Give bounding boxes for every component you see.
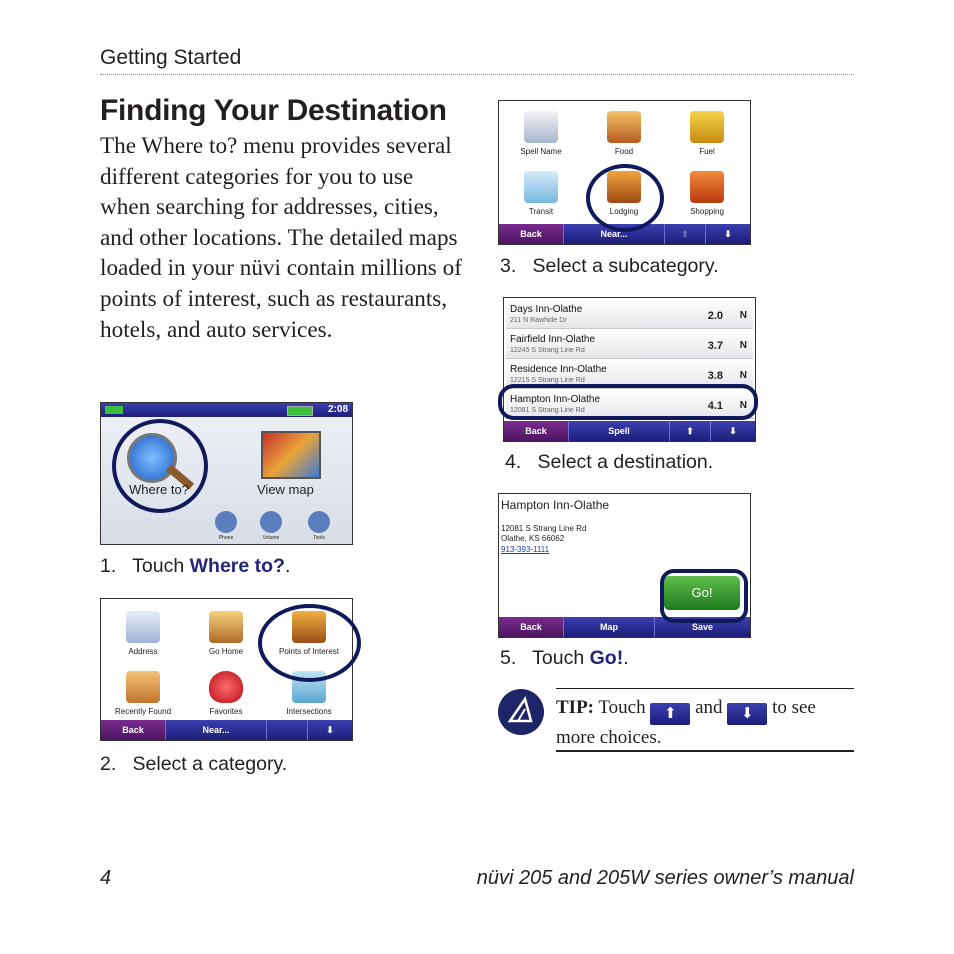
result-direction: N xyxy=(739,340,747,351)
intro-paragraph: The Where to? menu provides several different categories for you to use when searching for addresses, cities, and other locations. The detailed maps loaded in your nüvi contain millions of points of interest, such as restaurants, hotels, and auto services. xyxy=(100,133,462,343)
tile-label: Shopping xyxy=(690,207,724,216)
tile-label: Favorites xyxy=(209,707,243,716)
tile-label: Spell Name xyxy=(520,147,562,156)
result-name: Hampton Inn-Olathe xyxy=(510,394,601,405)
scroll-up-button[interactable] xyxy=(267,720,308,740)
tile-recently-found xyxy=(103,671,183,716)
shopping-bag-icon xyxy=(690,171,724,203)
destination-phone-link[interactable]: 913-393-1111 xyxy=(501,545,550,554)
result-distance: 2.0 xyxy=(707,310,723,322)
step-number: 1. xyxy=(100,555,117,577)
step-number: 2. xyxy=(100,753,117,775)
tip-text: to see more choices. xyxy=(556,697,816,748)
abc-icon xyxy=(524,111,558,143)
result-address: 12245 S Strang Line Rd xyxy=(510,347,585,354)
section-header: Getting Started xyxy=(100,46,242,69)
tip-box xyxy=(556,695,854,750)
tile-label: Go Home xyxy=(208,647,244,656)
destination-city: Olathe, KS 66062 xyxy=(501,534,565,543)
near-button[interactable]: Near... xyxy=(564,224,665,244)
highlight-oval-hampton xyxy=(498,384,758,420)
step-number: 5. xyxy=(500,647,517,669)
step-highlight: Go! xyxy=(589,647,624,669)
step-text: Select a category. xyxy=(132,753,288,775)
home-icon xyxy=(209,611,243,643)
tile-spell-name xyxy=(501,111,581,156)
step-text-end: . xyxy=(284,555,291,577)
phone-icon xyxy=(215,511,237,533)
step-number: 4. xyxy=(505,451,522,473)
highlight-circle-poi xyxy=(258,604,361,682)
view-map-label: View map xyxy=(257,482,314,497)
step-text: Touch xyxy=(132,555,190,577)
result-row[interactable] xyxy=(506,300,753,329)
tile-shopping xyxy=(667,171,747,216)
fuel-icon xyxy=(690,111,724,143)
heart-icon xyxy=(209,671,243,703)
tile-favorites xyxy=(186,671,266,716)
step-text: Touch xyxy=(532,647,590,669)
tip-text: Touch xyxy=(594,697,651,718)
tip-icon xyxy=(498,689,544,735)
map-icon xyxy=(261,431,321,479)
scroll-up-button[interactable]: ⬆ xyxy=(665,224,706,244)
tip-bottom-rule xyxy=(556,750,854,752)
tile-label: Transit xyxy=(528,207,554,216)
spell-button[interactable]: Spell xyxy=(569,421,670,441)
button-bar xyxy=(504,421,755,441)
result-address: 12081 S Strang Line Rd xyxy=(510,407,585,414)
scroll-up-button[interactable]: ⬆ xyxy=(670,421,711,441)
map-button[interactable]: Map xyxy=(564,617,655,637)
destination-address: 12081 S Strang Line Rd xyxy=(501,524,587,533)
tools-icon xyxy=(308,511,330,533)
tile-label: Points of Interest xyxy=(278,647,340,656)
signal-icon xyxy=(105,406,123,414)
scroll-down-button[interactable]: ⬇ xyxy=(729,426,737,436)
where-to-label: Where to? xyxy=(129,482,189,497)
destination-name: Hampton Inn-Olathe xyxy=(501,498,610,512)
volume-label: Volume xyxy=(262,535,280,541)
result-direction: N xyxy=(739,310,747,321)
result-address: 12215 S Strang Line Rd xyxy=(510,377,585,384)
save-button[interactable]: Save xyxy=(691,622,714,632)
tile-label: Fuel xyxy=(699,147,715,156)
result-distance: 3.7 xyxy=(707,340,723,352)
tile-go-home xyxy=(186,611,266,656)
screenshot-results-list xyxy=(503,297,756,442)
tip-text: and xyxy=(690,697,728,718)
step-2 xyxy=(100,753,287,776)
status-bar xyxy=(101,403,352,417)
down-arrow-icon: ⬇ xyxy=(727,703,767,725)
result-name: Fairfield Inn-Olathe xyxy=(510,334,596,345)
result-distance: 4.1 xyxy=(707,400,723,412)
step-highlight: Where to? xyxy=(189,555,285,577)
tile-fuel xyxy=(667,111,747,156)
step-5 xyxy=(500,647,629,670)
scroll-down-button[interactable]: ⬇ xyxy=(326,725,334,735)
go-button[interactable]: Go! xyxy=(664,576,740,610)
address-icon xyxy=(126,611,160,643)
result-distance: 3.8 xyxy=(707,370,723,382)
tools-label: Tools xyxy=(313,535,325,541)
tip-label: TIP: xyxy=(556,697,594,718)
up-arrow-icon: ⬆ xyxy=(650,703,690,725)
step-1 xyxy=(100,555,290,578)
tile-label: Address xyxy=(128,647,158,656)
step-text-end: . xyxy=(623,647,629,669)
step-number: 3. xyxy=(500,255,517,277)
page-title: Finding Your Destination xyxy=(100,94,447,127)
tile-label: Recently Found xyxy=(114,707,172,716)
clock-text: 2:08 xyxy=(327,404,348,415)
food-icon xyxy=(607,111,641,143)
back-button[interactable]: Back xyxy=(499,224,564,244)
button-bar xyxy=(101,720,352,740)
tile-transit xyxy=(501,171,581,216)
back-button[interactable]: Back xyxy=(101,720,166,740)
step-4 xyxy=(505,451,713,474)
highlight-circle-lodging xyxy=(586,164,664,232)
step-3 xyxy=(500,255,719,278)
near-button[interactable]: Near... xyxy=(166,720,267,740)
plane-icon xyxy=(524,171,558,203)
step-text: Select a subcategory. xyxy=(532,255,719,277)
tile-label: Intersections xyxy=(286,707,332,716)
result-direction: N xyxy=(739,370,747,381)
phone-label: Phone xyxy=(218,535,234,541)
page-number: 4 xyxy=(100,867,112,889)
tile-address xyxy=(103,611,183,656)
result-name: Residence Inn-Olathe xyxy=(510,364,607,375)
recently-found-icon xyxy=(126,671,160,703)
manual-title: nüvi 205 and 205W series owner’s manual xyxy=(476,867,854,889)
step-text: Select a destination. xyxy=(537,451,714,473)
back-button[interactable]: Back xyxy=(499,617,564,637)
result-address: 211 N Rawhide Dr xyxy=(510,317,567,324)
tile-label: Lodging xyxy=(609,207,639,216)
result-name: Days Inn-Olathe xyxy=(510,304,583,315)
highlight-circle-where-to xyxy=(112,419,208,513)
scroll-down-button[interactable]: ⬇ xyxy=(724,229,732,239)
result-direction: N xyxy=(739,400,747,411)
tile-food xyxy=(584,111,664,156)
back-button[interactable]: Back xyxy=(504,421,569,441)
battery-icon xyxy=(287,406,313,416)
volume-icon xyxy=(260,511,282,533)
result-row[interactable] xyxy=(506,330,753,359)
header-divider xyxy=(100,74,854,75)
highlight-oval-go xyxy=(660,569,748,623)
tip-top-rule xyxy=(556,688,854,689)
tile-label: Food xyxy=(614,147,634,156)
